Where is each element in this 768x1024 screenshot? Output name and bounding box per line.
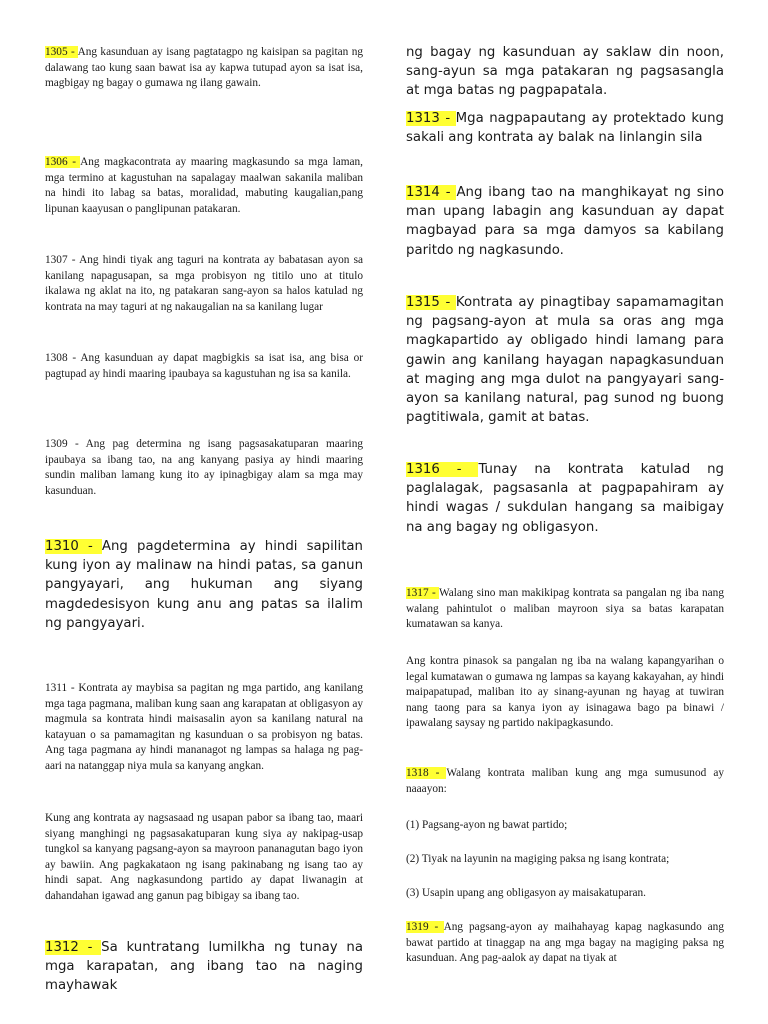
list-item-text: (1) Pagsang-ayon ng bawat partido;	[406, 819, 568, 831]
list-item-text: (3) Usapin upang ang obligasyon ay maisakatuparan.	[406, 887, 646, 899]
article-text: Ang hindi tiyak ang taguri na kontrata ay babatasan ayon sa kanilang napagusapan, sa mga probisyon ng titilo uno at titulo ikalawa ng aklat na ito, ng patakaran sang-ayon sa halos katulad ng kontrata na may taguri at ng nakaugalian na sa kanilang lugar	[45, 254, 363, 313]
article-text: Kontrata ay maybisa sa pagitan ng mga partido, ang kanilang mga taga pagmana, maliban kung saan ang karapatan at obligasyon ay magmula sa kontrata hindi maisasalin ayon sa kanilang natural na katayuan o sa pamamagitan ng kasunduan o sa probisyon ng batas. Ang taga pagmana ay hindi mananagot ng lampas sa halaga ng pag-aari na natanggap niya mula sa kanyang angkan.	[45, 682, 363, 772]
article-number: 1317 -	[406, 587, 439, 599]
article-text: Mga nagpapautang ay protektado kung sakali ang kontrata ay balak na linlangin sila	[406, 111, 724, 146]
article-1314	[406, 183, 724, 260]
article-1307	[45, 253, 363, 315]
list-item-text: (2) Tiyak na layunin na magiging paksa ng isang kontrata;	[406, 853, 670, 865]
article-text: Walang sino man makikipag kontrata sa pangalan ng iba nang walang pahintulot o maliban mayroon siya sa batas karapatan kumatawan sa kanya.	[406, 587, 724, 631]
article-text: Tunay na kontrata katulad ng paglalagak, pagsasanla at pagpapahiram ay hindi wagas / sukdulan hangang sa maibigay na ang bagay ng obligasyon.	[406, 462, 724, 535]
paragraph-1311-continued	[45, 811, 363, 905]
article-number: 1316 -	[406, 462, 479, 477]
article-1308	[45, 351, 363, 382]
article-1318	[406, 766, 724, 797]
paragraph-text: ng bagay ng kasunduan ay saklaw din noon, sang-ayun sa mga patakaran ng pagsasangla at mga batas ng pagpapatala.	[406, 45, 724, 99]
article-text: Walang kontrata maliban kung ang mga sumusunod ay naaayon:	[406, 767, 724, 795]
article-number: 1315 -	[406, 295, 456, 310]
article-1305	[45, 45, 363, 92]
article-1317	[406, 586, 724, 633]
article-number: 1310 -	[45, 539, 102, 554]
paragraph-1317-continued	[406, 654, 724, 732]
article-number: 1313 -	[406, 111, 456, 126]
article-text: Ang ibang tao na manghikayat ng sino man upang labagin ang kasunduan ay dapat magbayad para sa mga damyos sa kabilang paritdo ng nagkasundo.	[406, 185, 724, 258]
article-text: Ang pagdetermina ay hindi sapilitan kung iyon ay malinaw na hindi patas, sa ganun pangyayari, ang hukuman ang siyang magdedesisyon kung anu ang patas sa ilalim ng pangyayari.	[45, 539, 363, 631]
article-text: Ang magkacontrata ay maaring magkasundo sa mga laman, mga termino at kagustuhan na sapalagay maalwan sakanila maliban na hindi ito labag sa batas, moralidad, mabuting kaugalian,pang lipunan kaayusan o panglipunan patakaran.	[45, 156, 363, 215]
article-number: 1312 -	[45, 940, 102, 955]
article-1309	[45, 437, 363, 499]
article-text: Ang kasunduan ay dapat magbigkis sa isat isa, ang bisa or pagtupad ay hindi maaring ipaubaya sa kagustuhan ng isa sa kanila.	[45, 352, 363, 380]
article-1310	[45, 537, 363, 633]
requisite-1	[406, 818, 724, 834]
article-1319	[406, 920, 724, 967]
article-1315	[406, 293, 724, 427]
article-1312	[45, 938, 363, 996]
article-text: Sa kuntratang lumilkha ng tunay na mga karapatan, ang ibang tao na naging mayhawak	[45, 940, 363, 994]
article-number: 1314 -	[406, 185, 457, 200]
article-number: 1307 -	[45, 254, 80, 266]
article-text: Ang pagsang-ayon ay maihahayag kapag nagkasundo ang bawat partido at tinaggap na ang mga bagay na magiging paksa ng kasunduan. Ang pag-aalok ay dapat na tiyak at	[406, 921, 724, 965]
article-number: 1318 -	[406, 767, 447, 779]
article-1311	[45, 681, 363, 775]
article-1313	[406, 109, 724, 147]
article-text: Ang pag determina ng isang pagsasakatuparan maaring ipaubaya sa ibang tao, na ang kanyang pasiya ay hindi maaring sundin maliban lamang kung ito ay ipinagbigay alam sa mga may kasunduan.	[45, 438, 363, 497]
article-1306	[45, 155, 363, 217]
article-number: 1309 -	[45, 438, 86, 450]
article-number: 1305 -	[45, 46, 78, 58]
article-text: Kontrata ay pinagtibay sapamamagitan ng pagsang-ayon at mula sa oras ang mga magkapartido ay obligado hindi lamang para gawin ang kanilang hayagan napagkasunduan at maging ang mga dulot na pangyayari sang-ayon sa kanilang natural, pag sunod ng buong pagtitiwala, gamit at batas.	[406, 295, 724, 426]
requisite-2	[406, 852, 724, 868]
article-number: 1319 -	[406, 921, 444, 933]
article-text: Ang kasunduan ay isang pagtatagpo ng kaisipan sa pagitan ng dalawang tao kung saan bawat isa ay kapwa tutupad ayon sa isat isa, magbigay ng bagay o gumawa ng ilang gawain.	[45, 46, 363, 90]
article-number: 1306 -	[45, 156, 81, 168]
requisite-3	[406, 886, 724, 902]
paragraph-text: Kung ang kontrata ay nagsasaad ng usapan pabor sa ibang tao, maari siyang manghingi ng pagsasakatuparan kung siya ay nakipag-usap tungkol sa kanyang pagsang-ayon sa mayroon pananagutan bago iyon ay bawiin. Ang pagkakataon ng isang pakinabang ng isang tao ay hindi sapat. Ang nagkasundong partido ay dapat liwanagin at dahandahan igawad ang ganun pag bibigay sa ibang tao.	[45, 812, 363, 902]
article-1312-continued	[406, 43, 724, 101]
article-number: 1308 -	[45, 352, 81, 364]
article-number: 1311 -	[45, 682, 79, 694]
article-1316	[406, 460, 724, 537]
paragraph-text: Ang kontra pinasok sa pangalan ng iba na walang kapangyarihan o legal kumatawan o gumawa ng lampas sa kayang kakayahan, ay hindi maipapatupad, maliban ito ay sinang-ayunan ng hayag at tuwiran nang taong para sa kanya iyon ay isinagawa bago pa binawi / ipawalang saysay ng partido nakipagkasundo.	[406, 655, 724, 730]
